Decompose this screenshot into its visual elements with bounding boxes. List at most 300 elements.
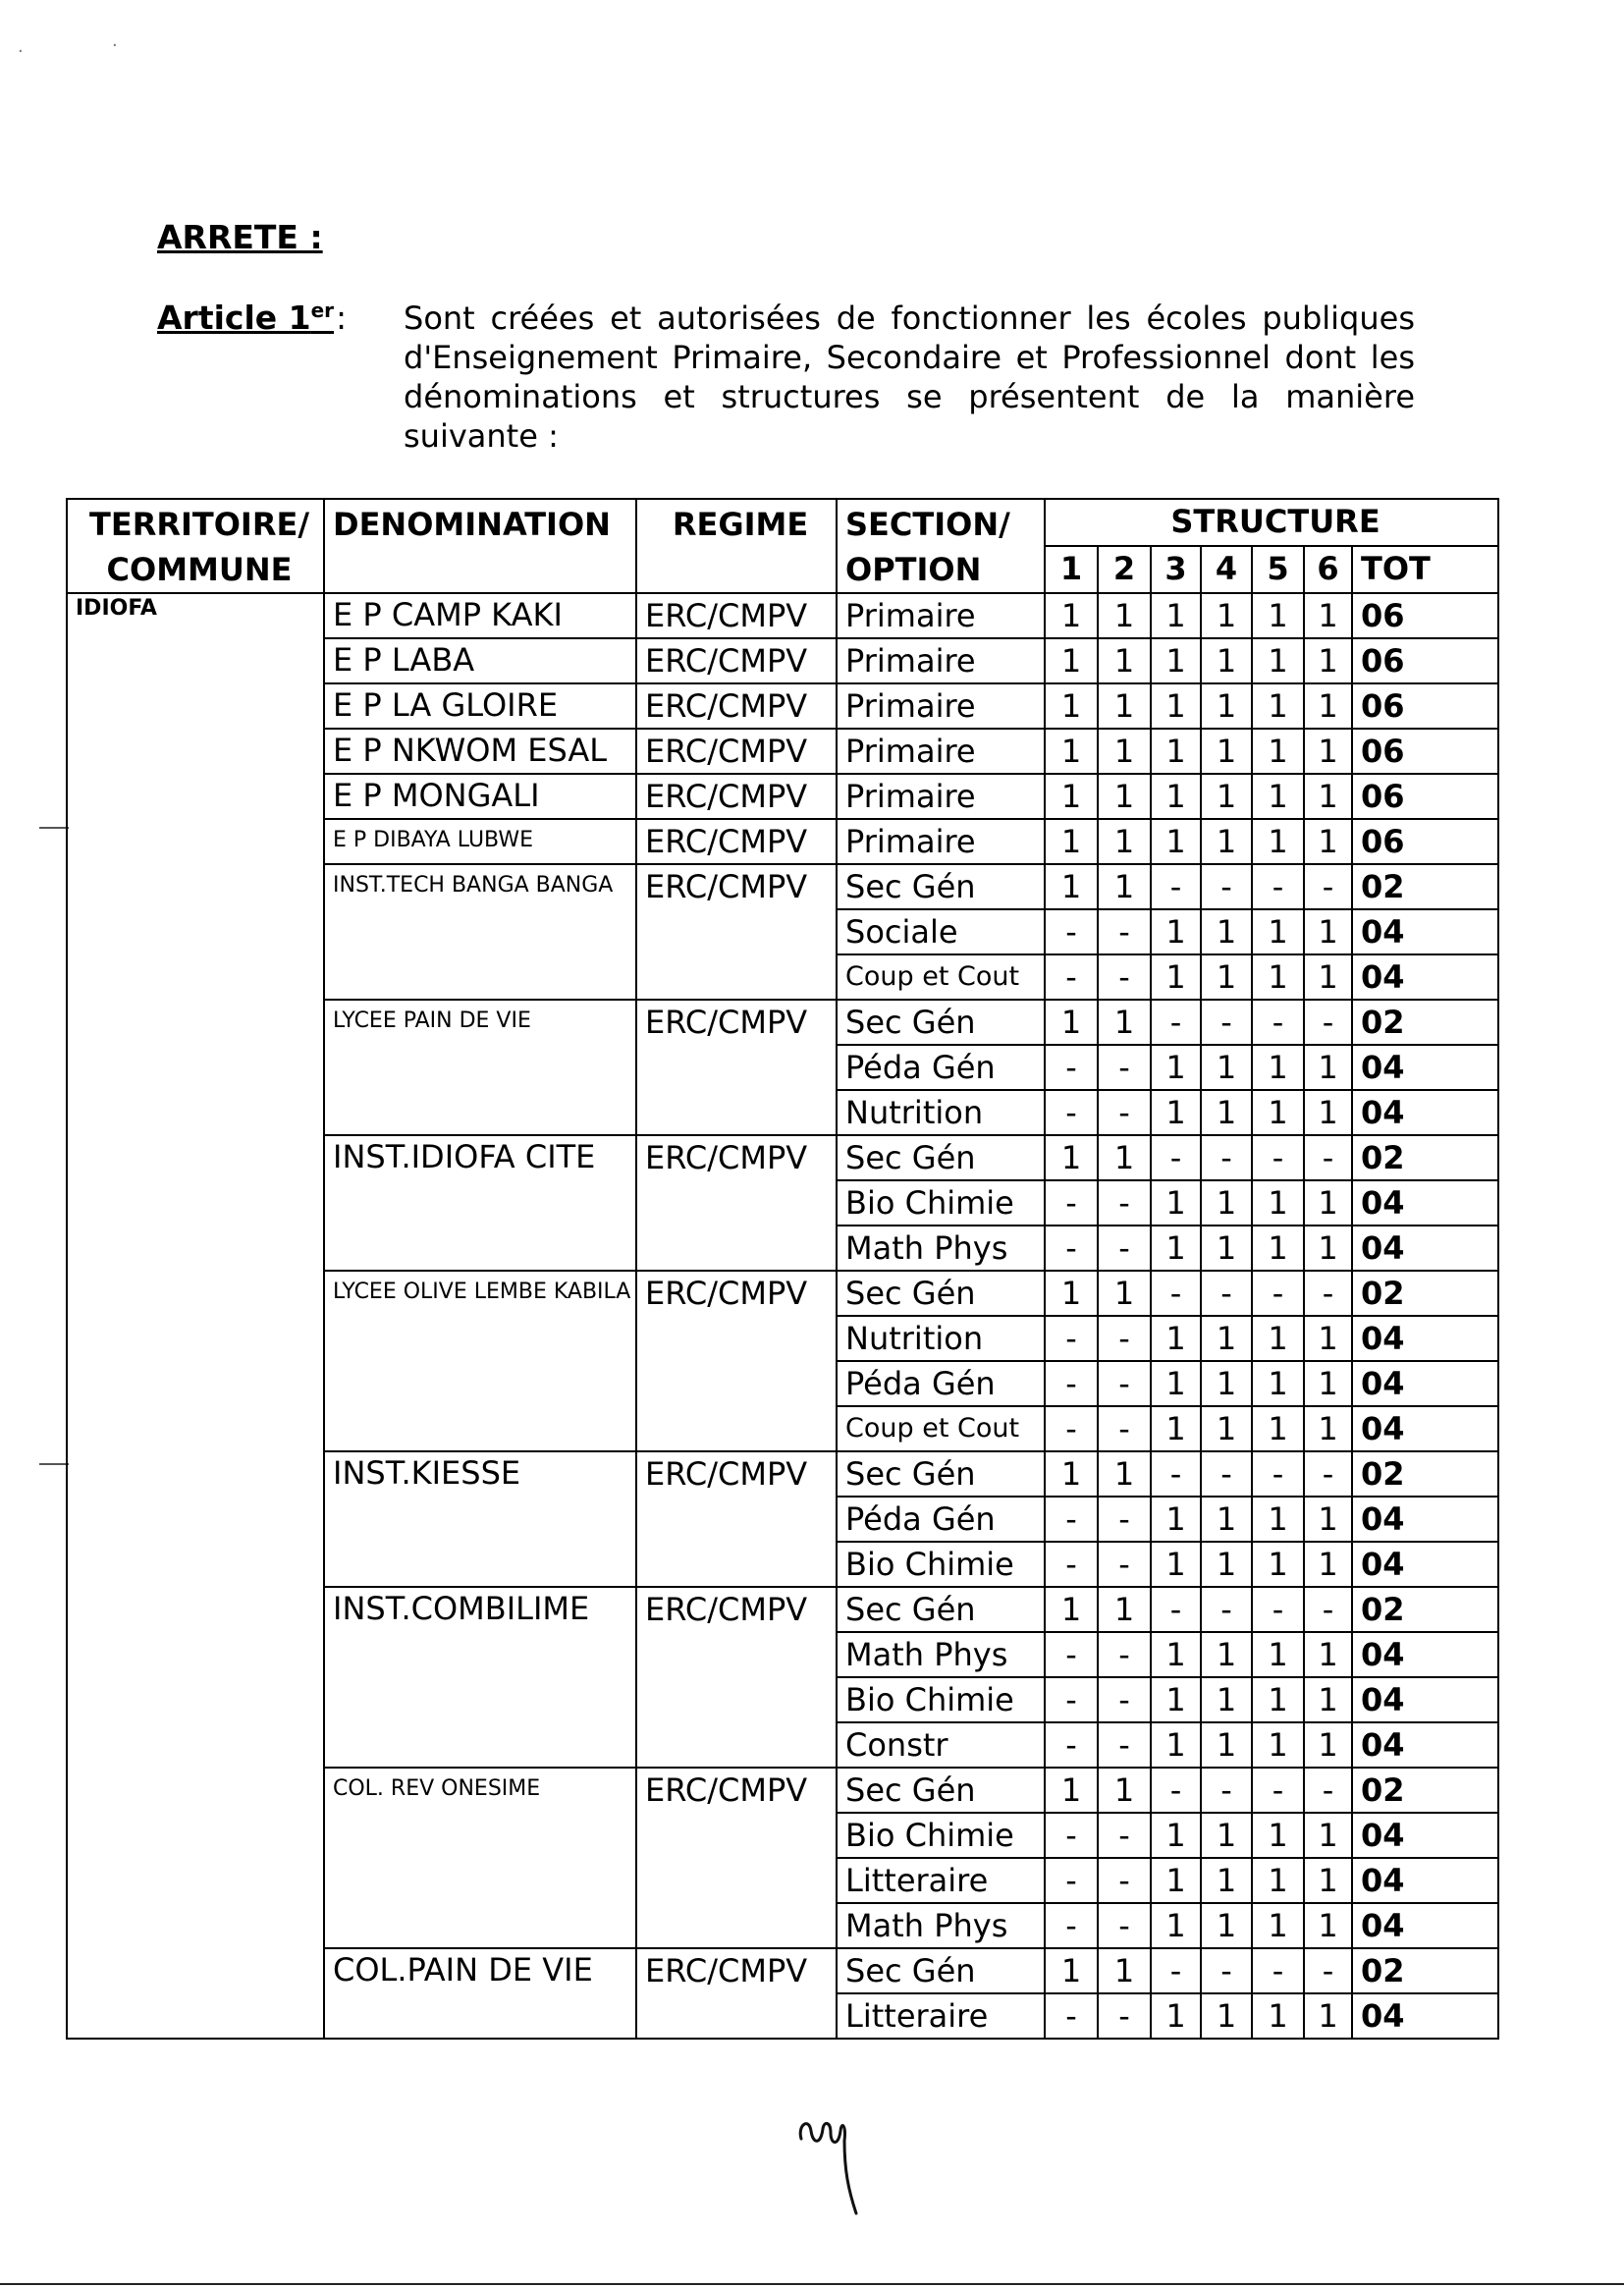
structure-year-cell: 1: [1304, 1903, 1352, 1948]
structure-total-cell: 02: [1352, 1948, 1498, 1993]
structure-year-cell: -: [1098, 1406, 1151, 1451]
structure-total-cell: 04: [1352, 1542, 1498, 1587]
school-name-cell: E P DIBAYA LUBWE: [324, 819, 636, 864]
structure-year-cell: 1: [1304, 1316, 1352, 1361]
structure-total-cell: 04: [1352, 1226, 1498, 1271]
structure-year-cell: 1: [1098, 819, 1151, 864]
structure-year-cell: 1: [1252, 1813, 1304, 1858]
structure-year-cell: -: [1098, 1722, 1151, 1768]
structure-year-cell: -: [1045, 1045, 1098, 1090]
option-cell: Primaire: [837, 819, 1045, 864]
structure-year-cell: 1: [1252, 1903, 1304, 1948]
structure-total-cell: 04: [1352, 1903, 1498, 1948]
margin-mark: [39, 1463, 69, 1465]
initials-signature: [793, 2111, 872, 2219]
structure-total-cell: 04: [1352, 1180, 1498, 1226]
structure-year-cell: -: [1098, 1632, 1151, 1677]
structure-year-cell: -: [1201, 1587, 1252, 1632]
regime-cell: ERC/CMPV: [636, 1587, 837, 1768]
option-cell: Sec Gén: [837, 864, 1045, 909]
header-structure-col: 6: [1304, 546, 1352, 593]
option-cell: Péda Gén: [837, 1045, 1045, 1090]
structure-year-cell: 1: [1201, 774, 1252, 819]
structure-total-cell: 04: [1352, 1677, 1498, 1722]
structure-year-cell: -: [1304, 1587, 1352, 1632]
article-line: dénominations et structures se présentent de la manière suivante :: [404, 378, 1415, 455]
structure-year-cell: 1: [1201, 1406, 1252, 1451]
structure-year-cell: 1: [1098, 864, 1151, 909]
school-name-cell: LYCEE PAIN DE VIE: [324, 1000, 636, 1135]
structure-year-cell: 1: [1045, 1271, 1098, 1316]
schools-table: [66, 498, 1499, 2040]
structure-year-cell: 1: [1151, 1406, 1201, 1451]
structure-year-cell: 1: [1151, 1722, 1201, 1768]
option-cell: Péda Gén: [837, 1361, 1045, 1406]
article-line: Sont créées et autorisées de fonctionner les écoles publiques: [404, 300, 1415, 337]
structure-year-cell: -: [1201, 1948, 1252, 1993]
header-regime: REGIME: [636, 499, 837, 593]
structure-year-cell: 1: [1151, 1813, 1201, 1858]
structure-year-cell: 1: [1201, 1180, 1252, 1226]
option-cell: Math Phys: [837, 1226, 1045, 1271]
structure-total-cell: 06: [1352, 638, 1498, 683]
structure-year-cell: 1: [1252, 1090, 1304, 1135]
article-body: [404, 299, 1415, 456]
structure-year-cell: -: [1045, 1180, 1098, 1226]
structure-year-cell: 1: [1045, 1135, 1098, 1180]
structure-year-cell: -: [1098, 1226, 1151, 1271]
structure-year-cell: -: [1098, 1316, 1151, 1361]
structure-year-cell: 1: [1304, 1180, 1352, 1226]
structure-year-cell: 1: [1252, 1361, 1304, 1406]
structure-year-cell: 1: [1098, 729, 1151, 774]
structure-year-cell: -: [1201, 864, 1252, 909]
structure-year-cell: 1: [1304, 729, 1352, 774]
structure-year-cell: -: [1201, 1451, 1252, 1497]
option-cell: Nutrition: [837, 1316, 1045, 1361]
structure-year-cell: 1: [1201, 1632, 1252, 1677]
structure-year-cell: 1: [1151, 638, 1201, 683]
structure-total-cell: 06: [1352, 683, 1498, 729]
structure-year-cell: -: [1201, 1135, 1252, 1180]
structure-year-cell: 1: [1252, 1677, 1304, 1722]
school-name-cell: INST.IDIOFA CITE: [324, 1135, 636, 1271]
structure-total-cell: 02: [1352, 1768, 1498, 1813]
structure-year-cell: 1: [1304, 1993, 1352, 2039]
option-cell: Sec Gén: [837, 1451, 1045, 1497]
structure-year-cell: -: [1098, 1858, 1151, 1903]
article-superscript: er: [310, 299, 335, 322]
structure-year-cell: 1: [1304, 1361, 1352, 1406]
school-name-cell: E P LABA: [324, 638, 636, 683]
structure-year-cell: 1: [1304, 1858, 1352, 1903]
header-structure-col: 1: [1045, 546, 1098, 593]
structure-year-cell: -: [1045, 1406, 1098, 1451]
structure-year-cell: -: [1045, 1813, 1098, 1858]
structure-year-cell: -: [1098, 1677, 1151, 1722]
option-cell: Bio Chimie: [837, 1542, 1045, 1587]
structure-year-cell: 1: [1304, 683, 1352, 729]
structure-year-cell: -: [1098, 1813, 1151, 1858]
structure-total-cell: 04: [1352, 909, 1498, 954]
school-name-cell: E P NKWOM ESAL: [324, 729, 636, 774]
structure-year-cell: 1: [1045, 1000, 1098, 1045]
table-row: [67, 593, 1498, 638]
structure-year-cell: 1: [1304, 593, 1352, 638]
structure-year-cell: -: [1151, 1768, 1201, 1813]
scan-speck: ·: [18, 41, 24, 62]
structure-year-cell: 1: [1304, 1722, 1352, 1768]
structure-year-cell: 1: [1151, 1632, 1201, 1677]
article-colon: :: [336, 299, 348, 337]
structure-year-cell: -: [1098, 909, 1151, 954]
structure-year-cell: -: [1098, 1045, 1151, 1090]
structure-year-cell: -: [1252, 1768, 1304, 1813]
structure-year-cell: 1: [1201, 954, 1252, 1000]
option-cell: Primaire: [837, 774, 1045, 819]
structure-year-cell: 1: [1045, 593, 1098, 638]
header-structure-col: 2: [1098, 546, 1151, 593]
structure-year-cell: -: [1045, 1361, 1098, 1406]
margin-mark: [39, 827, 69, 829]
structure-year-cell: 1: [1151, 1090, 1201, 1135]
option-cell: Litteraire: [837, 1993, 1045, 2039]
structure-year-cell: -: [1098, 1993, 1151, 2039]
structure-year-cell: 1: [1151, 1903, 1201, 1948]
option-cell: Péda Gén: [837, 1497, 1045, 1542]
structure-year-cell: 1: [1201, 1090, 1252, 1135]
structure-year-cell: -: [1151, 1451, 1201, 1497]
structure-year-cell: -: [1098, 1542, 1151, 1587]
regime-cell: ERC/CMPV: [636, 593, 837, 638]
structure-year-cell: 1: [1151, 1497, 1201, 1542]
structure-year-cell: 1: [1252, 1993, 1304, 2039]
structure-year-cell: 1: [1304, 1090, 1352, 1135]
article-label-text: Article 1: [157, 299, 311, 337]
structure-year-cell: 1: [1098, 1271, 1151, 1316]
structure-total-cell: 06: [1352, 819, 1498, 864]
table-body: [67, 593, 1498, 2039]
structure-year-cell: 1: [1252, 1316, 1304, 1361]
structure-year-cell: 1: [1098, 593, 1151, 638]
structure-year-cell: 1: [1252, 954, 1304, 1000]
header-structure-col: 5: [1252, 546, 1304, 593]
structure-total-cell: 02: [1352, 1135, 1498, 1180]
article-line: d'Enseignement Primaire, Secondaire et Professionnel dont les: [404, 339, 1415, 376]
structure-total-cell: 04: [1352, 954, 1498, 1000]
regime-cell: ERC/CMPV: [636, 1271, 837, 1451]
structure-year-cell: 1: [1252, 1497, 1304, 1542]
structure-total-cell: 04: [1352, 1813, 1498, 1858]
territory-cell: IDIOFA: [67, 593, 324, 2039]
option-cell: Sec Gén: [837, 1271, 1045, 1316]
structure-year-cell: 1: [1252, 638, 1304, 683]
structure-year-cell: 1: [1151, 1316, 1201, 1361]
structure-year-cell: 1: [1304, 1542, 1352, 1587]
structure-total-cell: 04: [1352, 1632, 1498, 1677]
school-name-cell: COL. REV ONESIME: [324, 1768, 636, 1948]
school-name-cell: COL.PAIN DE VIE: [324, 1948, 636, 2039]
header-territoire: TERRITOIRE/ COMMUNE: [67, 499, 324, 593]
structure-year-cell: 1: [1304, 1226, 1352, 1271]
structure-year-cell: 1: [1252, 683, 1304, 729]
structure-year-cell: -: [1201, 1000, 1252, 1045]
structure-year-cell: -: [1045, 1226, 1098, 1271]
structure-year-cell: -: [1304, 1451, 1352, 1497]
structure-year-cell: -: [1045, 1858, 1098, 1903]
structure-year-cell: 1: [1304, 1677, 1352, 1722]
structure-total-cell: 04: [1352, 1045, 1498, 1090]
school-name-cell: LYCEE OLIVE LEMBE KABILA: [324, 1271, 636, 1451]
option-cell: Math Phys: [837, 1903, 1045, 1948]
header-structure: STRUCTURE: [1045, 499, 1498, 546]
structure-year-cell: -: [1201, 1768, 1252, 1813]
structure-year-cell: 1: [1304, 1632, 1352, 1677]
structure-year-cell: 1: [1201, 1361, 1252, 1406]
structure-year-cell: 1: [1304, 1406, 1352, 1451]
structure-year-cell: 1: [1201, 1316, 1252, 1361]
structure-year-cell: 1: [1201, 1542, 1252, 1587]
structure-year-cell: -: [1252, 1948, 1304, 1993]
structure-year-cell: 1: [1098, 774, 1151, 819]
regime-cell: ERC/CMPV: [636, 729, 837, 774]
structure-year-cell: 1: [1252, 774, 1304, 819]
option-cell: Nutrition: [837, 1090, 1045, 1135]
structure-year-cell: 1: [1098, 1948, 1151, 1993]
structure-year-cell: 1: [1098, 1451, 1151, 1497]
structure-year-cell: 1: [1151, 954, 1201, 1000]
structure-year-cell: -: [1045, 1090, 1098, 1135]
structure-year-cell: 1: [1151, 1858, 1201, 1903]
option-cell: Constr: [837, 1722, 1045, 1768]
option-cell: Sec Gén: [837, 1135, 1045, 1180]
structure-year-cell: -: [1098, 1361, 1151, 1406]
structure-total-cell: 04: [1352, 1406, 1498, 1451]
structure-year-cell: -: [1045, 1316, 1098, 1361]
structure-year-cell: -: [1201, 1271, 1252, 1316]
regime-cell: ERC/CMPV: [636, 1000, 837, 1135]
structure-year-cell: -: [1045, 954, 1098, 1000]
structure-year-cell: -: [1098, 1903, 1151, 1948]
option-cell: Sec Gén: [837, 1768, 1045, 1813]
structure-year-cell: 1: [1098, 683, 1151, 729]
option-cell: Sociale: [837, 909, 1045, 954]
structure-total-cell: 02: [1352, 864, 1498, 909]
structure-year-cell: 1: [1045, 683, 1098, 729]
structure-year-cell: 1: [1201, 1677, 1252, 1722]
option-cell: Math Phys: [837, 1632, 1045, 1677]
structure-year-cell: -: [1098, 1090, 1151, 1135]
structure-year-cell: 1: [1098, 1768, 1151, 1813]
structure-total-cell: 02: [1352, 1587, 1498, 1632]
structure-year-cell: -: [1252, 1587, 1304, 1632]
structure-year-cell: 1: [1045, 638, 1098, 683]
structure-year-cell: 1: [1201, 1722, 1252, 1768]
structure-year-cell: 1: [1201, 638, 1252, 683]
structure-year-cell: 1: [1201, 819, 1252, 864]
structure-year-cell: 1: [1151, 1542, 1201, 1587]
structure-total-cell: 04: [1352, 1993, 1498, 2039]
regime-cell: ERC/CMPV: [636, 1451, 837, 1587]
structure-year-cell: 1: [1252, 1045, 1304, 1090]
structure-total-cell: 02: [1352, 1271, 1498, 1316]
structure-year-cell: 1: [1151, 1993, 1201, 2039]
option-cell: Primaire: [837, 683, 1045, 729]
header-denomination: DENOMINATION: [324, 499, 636, 593]
structure-year-cell: 1: [1098, 1587, 1151, 1632]
structure-year-cell: -: [1304, 1271, 1352, 1316]
structure-year-cell: 1: [1045, 1948, 1098, 1993]
structure-year-cell: -: [1151, 1271, 1201, 1316]
article-label: [157, 299, 334, 337]
structure-year-cell: 1: [1045, 774, 1098, 819]
structure-year-cell: -: [1151, 1135, 1201, 1180]
structure-year-cell: -: [1151, 1948, 1201, 1993]
structure-year-cell: 1: [1304, 1045, 1352, 1090]
structure-year-cell: 1: [1151, 1180, 1201, 1226]
structure-year-cell: 1: [1098, 638, 1151, 683]
structure-year-cell: 1: [1151, 1677, 1201, 1722]
school-name-cell: INST.COMBILIME: [324, 1587, 636, 1768]
structure-year-cell: -: [1045, 1677, 1098, 1722]
option-cell: Primaire: [837, 729, 1045, 774]
decree-heading: ARRETE :: [157, 218, 323, 256]
structure-year-cell: -: [1304, 864, 1352, 909]
regime-cell: ERC/CMPV: [636, 638, 837, 683]
option-cell: Bio Chimie: [837, 1813, 1045, 1858]
structure-year-cell: 1: [1252, 1858, 1304, 1903]
structure-year-cell: -: [1151, 1587, 1201, 1632]
option-cell: Coup et Cout: [837, 1406, 1045, 1451]
regime-cell: ERC/CMPV: [636, 819, 837, 864]
structure-year-cell: 1: [1045, 819, 1098, 864]
structure-year-cell: 1: [1304, 638, 1352, 683]
option-cell: Sec Gén: [837, 1948, 1045, 1993]
structure-year-cell: -: [1304, 1000, 1352, 1045]
structure-year-cell: -: [1098, 1497, 1151, 1542]
structure-year-cell: -: [1045, 1993, 1098, 2039]
structure-year-cell: 1: [1252, 1722, 1304, 1768]
header-structure-col: 4: [1201, 546, 1252, 593]
option-cell: Sec Gén: [837, 1000, 1045, 1045]
regime-cell: ERC/CMPV: [636, 1768, 837, 1948]
structure-total-cell: 06: [1352, 593, 1498, 638]
structure-total-cell: 04: [1352, 1497, 1498, 1542]
option-cell: Primaire: [837, 638, 1045, 683]
structure-year-cell: 1: [1304, 1813, 1352, 1858]
structure-year-cell: 1: [1045, 1587, 1098, 1632]
page-bottom-edge: [0, 2283, 1624, 2285]
structure-year-cell: 1: [1252, 1226, 1304, 1271]
structure-year-cell: -: [1045, 909, 1098, 954]
structure-year-cell: 1: [1304, 819, 1352, 864]
structure-year-cell: 1: [1201, 1045, 1252, 1090]
structure-year-cell: 1: [1304, 909, 1352, 954]
structure-year-cell: 1: [1201, 1903, 1252, 1948]
structure-year-cell: 1: [1201, 1813, 1252, 1858]
structure-year-cell: 1: [1304, 774, 1352, 819]
structure-year-cell: 1: [1201, 593, 1252, 638]
structure-total-cell: 04: [1352, 1090, 1498, 1135]
structure-year-cell: -: [1045, 1542, 1098, 1587]
structure-year-cell: 1: [1151, 819, 1201, 864]
scan-speck: ·: [112, 35, 118, 56]
regime-cell: ERC/CMPV: [636, 1135, 837, 1271]
structure-year-cell: 1: [1151, 1045, 1201, 1090]
structure-year-cell: -: [1098, 1180, 1151, 1226]
structure-year-cell: 1: [1151, 729, 1201, 774]
structure-year-cell: 1: [1201, 729, 1252, 774]
school-name-cell: E P LA GLOIRE: [324, 683, 636, 729]
structure-year-cell: 1: [1304, 1497, 1352, 1542]
structure-year-cell: 1: [1252, 729, 1304, 774]
structure-year-cell: -: [1151, 1000, 1201, 1045]
structure-year-cell: 1: [1252, 1542, 1304, 1587]
structure-year-cell: -: [1252, 864, 1304, 909]
structure-year-cell: -: [1304, 1135, 1352, 1180]
structure-total-cell: 04: [1352, 1361, 1498, 1406]
structure-total-cell: 04: [1352, 1316, 1498, 1361]
option-cell: Sec Gén: [837, 1587, 1045, 1632]
structure-year-cell: -: [1304, 1768, 1352, 1813]
structure-year-cell: 1: [1151, 1226, 1201, 1271]
structure-total-cell: 04: [1352, 1858, 1498, 1903]
structure-year-cell: 1: [1045, 729, 1098, 774]
structure-year-cell: 1: [1151, 593, 1201, 638]
header-section: SECTION/ OPTION: [837, 499, 1045, 593]
structure-year-cell: -: [1045, 1903, 1098, 1948]
header-structure-col: 3: [1151, 546, 1201, 593]
regime-cell: ERC/CMPV: [636, 864, 837, 1000]
structure-year-cell: -: [1252, 1135, 1304, 1180]
structure-year-cell: -: [1045, 1497, 1098, 1542]
structure-year-cell: 1: [1151, 909, 1201, 954]
structure-total-cell: 04: [1352, 1722, 1498, 1768]
structure-year-cell: 1: [1252, 1180, 1304, 1226]
structure-total-cell: 06: [1352, 774, 1498, 819]
option-cell: Coup et Cout: [837, 954, 1045, 1000]
structure-year-cell: -: [1252, 1000, 1304, 1045]
structure-year-cell: -: [1304, 1948, 1352, 1993]
structure-year-cell: 1: [1252, 593, 1304, 638]
structure-year-cell: 1: [1304, 954, 1352, 1000]
structure-total-cell: 06: [1352, 729, 1498, 774]
structure-year-cell: 1: [1252, 1632, 1304, 1677]
structure-total-cell: 02: [1352, 1451, 1498, 1497]
structure-year-cell: 1: [1151, 1361, 1201, 1406]
structure-year-cell: 1: [1098, 1000, 1151, 1045]
structure-year-cell: 1: [1045, 1451, 1098, 1497]
structure-year-cell: 1: [1252, 909, 1304, 954]
structure-year-cell: 1: [1045, 1768, 1098, 1813]
regime-cell: ERC/CMPV: [636, 683, 837, 729]
option-cell: Litteraire: [837, 1858, 1045, 1903]
structure-year-cell: -: [1098, 954, 1151, 1000]
structure-year-cell: 1: [1201, 909, 1252, 954]
structure-year-cell: 1: [1201, 1858, 1252, 1903]
structure-year-cell: 1: [1201, 683, 1252, 729]
structure-year-cell: 1: [1201, 1226, 1252, 1271]
school-name-cell: INST.TECH BANGA BANGA: [324, 864, 636, 1000]
structure-year-cell: -: [1045, 1722, 1098, 1768]
structure-year-cell: 1: [1252, 1406, 1304, 1451]
option-cell: Bio Chimie: [837, 1677, 1045, 1722]
structure-total-cell: 02: [1352, 1000, 1498, 1045]
regime-cell: ERC/CMPV: [636, 1948, 837, 2039]
structure-year-cell: 1: [1098, 1135, 1151, 1180]
structure-year-cell: 1: [1201, 1497, 1252, 1542]
school-name-cell: E P MONGALI: [324, 774, 636, 819]
